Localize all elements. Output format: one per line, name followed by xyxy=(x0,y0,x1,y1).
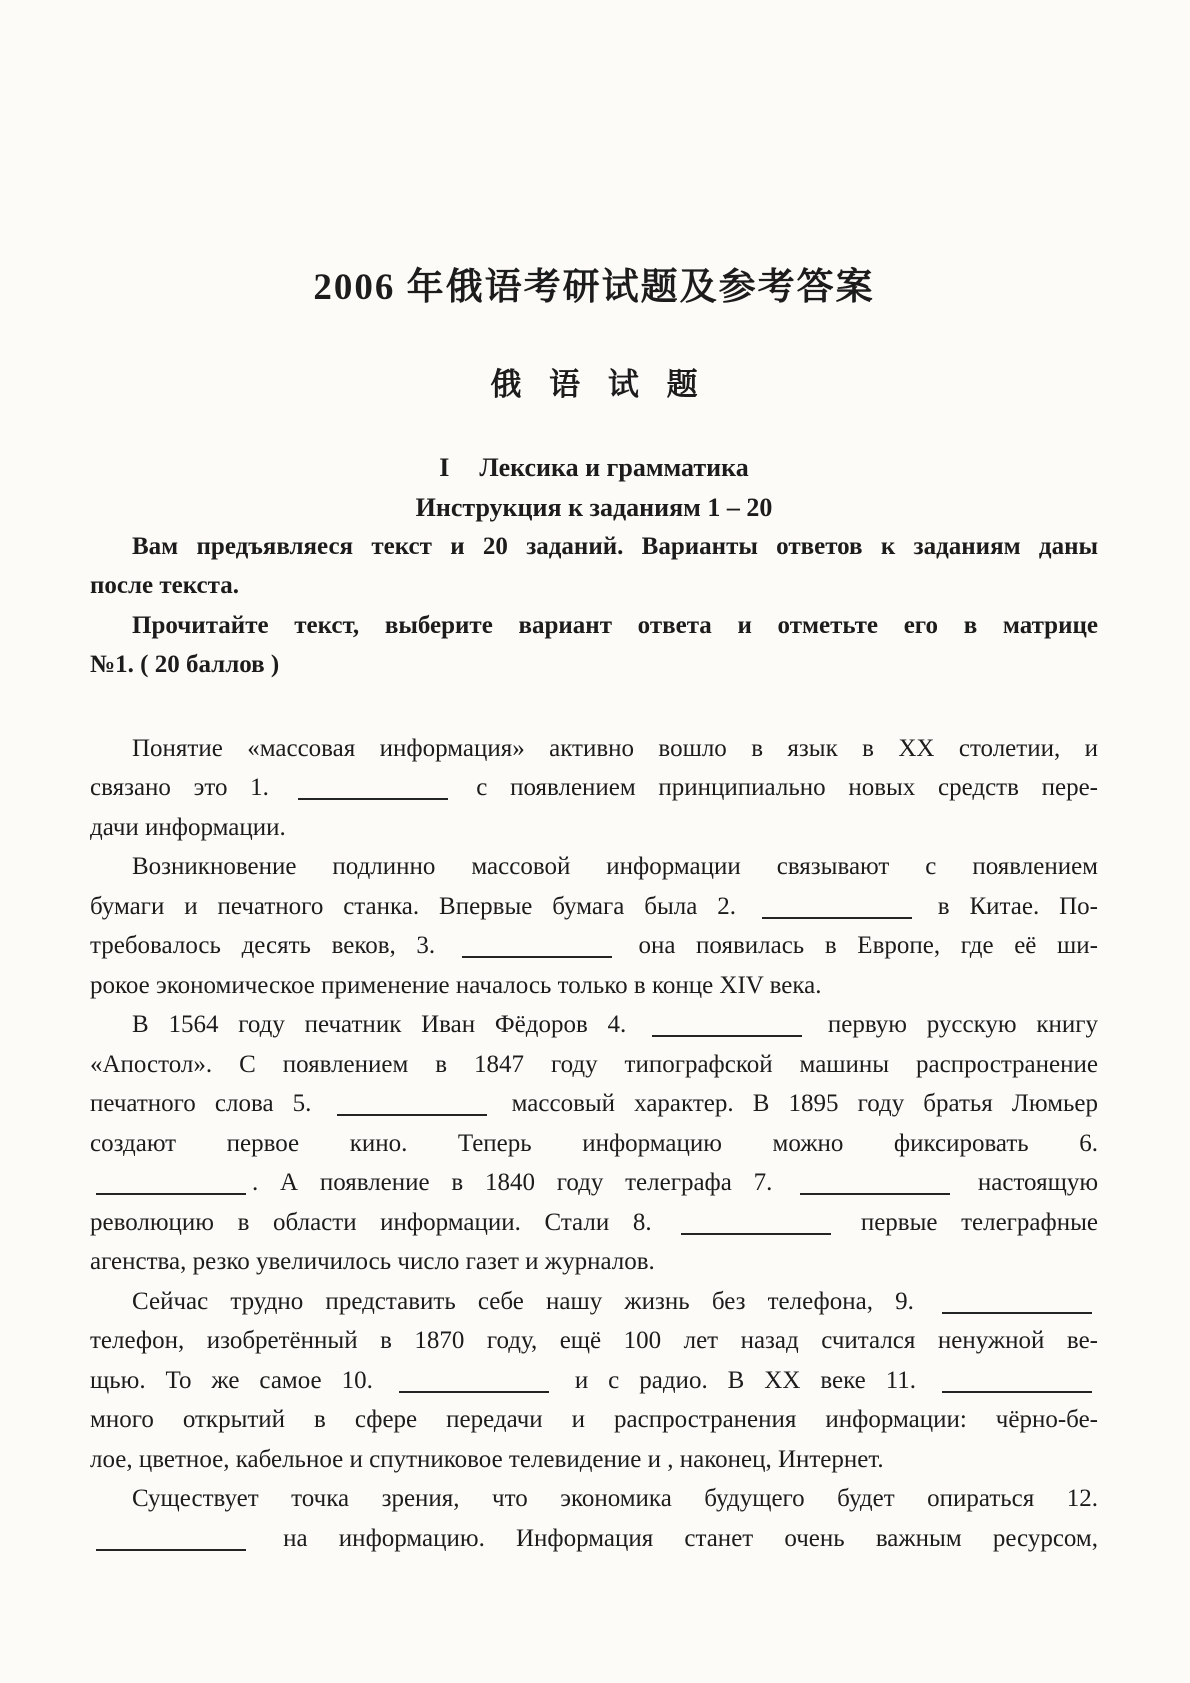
body-text-line xyxy=(90,1321,1098,1361)
text-run: массовый характер. В 1895 году братья Люмьер xyxy=(511,1090,1099,1118)
text-run: на информацию. Информация станет очень важным ресурсом, xyxy=(283,1524,1099,1552)
text-run: №1. ( 20 баллов ) xyxy=(90,651,280,679)
text-run: В 1564 году печатник Иван Фёдоров 4. xyxy=(132,1011,627,1039)
text-run: создают первое кино. Теперь информацию можно фиксировать 6. xyxy=(90,1129,1098,1157)
section-heading xyxy=(90,448,1098,488)
text-run: Понятие «массовая информация» активно вошло в язык в XX столетии, и xyxy=(132,734,1098,762)
text-run: и с радио. В XX веке 11. xyxy=(574,1366,917,1394)
text-run: с появлением принципиально новых средств пере- xyxy=(476,774,1099,802)
document-subtitle: 俄 语 试 题 xyxy=(490,367,708,403)
body-text-line xyxy=(90,1242,1098,1282)
text-run: первые телеграфные xyxy=(860,1208,1099,1236)
answer-blank-1 xyxy=(298,797,448,800)
body-text-line xyxy=(90,808,1098,848)
body-text-line xyxy=(90,1400,1098,1440)
text-run: Сейчас трудно представить себе нашу жизнь без телефона, 9. xyxy=(132,1287,914,1315)
body-text-line xyxy=(90,887,1098,927)
text-run: первую русскую книгу xyxy=(827,1011,1099,1039)
text-run: лое, цветное, кабельное и спутниковое телевидение и , наконец, Интернет. xyxy=(90,1445,884,1473)
text-run: связано это 1. xyxy=(90,774,269,802)
body-text-line xyxy=(90,1440,1098,1480)
text-run: Вам предъявляеся текст и 20 заданий. Варианты ответов к заданиям даны xyxy=(132,532,1098,560)
document-title: 2006 年俄语考研试题及参考答案 xyxy=(313,267,875,308)
text-run: настоящую xyxy=(977,1169,1099,1197)
body-text-line xyxy=(90,966,1098,1006)
text-run: в Китае. По- xyxy=(937,892,1098,920)
text-run: Существует точка зрения, что экономика будущего будет опираться 12. xyxy=(132,1485,1098,1513)
text-run: после текста. xyxy=(90,572,239,600)
text-run: агенства, резко увеличилось число газет и журналов. xyxy=(90,1248,655,1276)
answer-blank-6 xyxy=(96,1192,246,1195)
instruction-line xyxy=(90,527,1098,567)
body-text-line xyxy=(90,1124,1098,1164)
body-text-line xyxy=(90,926,1098,966)
answer-blank-10 xyxy=(399,1390,549,1393)
answer-blank-9 xyxy=(942,1311,1092,1314)
instruction-line xyxy=(90,645,1098,685)
body-text-line xyxy=(90,1361,1098,1401)
section-subheading: Инструкция к заданиям 1 – 20 xyxy=(415,492,773,522)
answer-blank-3 xyxy=(462,955,612,958)
text-run: бумаги и печатного станка. Впервые бумага была 2. xyxy=(90,892,736,920)
instruction-line xyxy=(90,566,1098,606)
body-text-line xyxy=(90,1203,1098,1243)
body-text-line xyxy=(90,1005,1098,1045)
section-heading-label: Лексика и грамматика xyxy=(479,452,749,482)
body-text-line xyxy=(90,768,1098,808)
answer-blank-5 xyxy=(337,1113,487,1116)
text-run: революцию в области информации. Стали 8. xyxy=(90,1208,652,1236)
body-text-line xyxy=(90,729,1098,769)
body-text-line xyxy=(90,1282,1098,1322)
body-text-line xyxy=(90,1519,1098,1559)
answer-blank-7 xyxy=(800,1192,950,1195)
text-run: требовалось десять веков, 3. xyxy=(90,932,436,960)
body-text-line xyxy=(90,1045,1098,1085)
text-run: телефон, изобретённый в 1870 году, ещё 100 лет назад считался ненужной ве- xyxy=(90,1327,1098,1355)
text-run: «Апостол». С появлением в 1847 году типографской машины распространение xyxy=(90,1050,1098,1078)
instructions-block xyxy=(90,527,1098,685)
text-run: Возникновение подлинно массовой информации связывают с появлением xyxy=(132,853,1098,881)
text-run: щью. То же самое 10. xyxy=(90,1366,373,1394)
text-run: Прочитайте текст, выберите вариант ответа и отметьте его в матрице xyxy=(132,611,1098,639)
body-text-line xyxy=(90,1084,1098,1124)
text-run: она появилась в Европе, где её ши- xyxy=(638,932,1098,960)
answer-blank-12 xyxy=(96,1548,246,1551)
answer-blank-4 xyxy=(652,1034,802,1037)
text-run: дачи информации. xyxy=(90,813,286,841)
answer-blank-8 xyxy=(681,1232,831,1235)
text-run: . А появление в 1840 году телеграфа 7. xyxy=(252,1169,773,1197)
answer-blank-2 xyxy=(762,916,912,919)
text-run: рокое экономическое применение началось только в конце XIV века. xyxy=(90,971,822,999)
text-run: много открытий в сфере передачи и распространения информации: чёрно-бе- xyxy=(90,1406,1098,1434)
body-text-block xyxy=(90,729,1098,1559)
text-run: печатного слова 5. xyxy=(90,1090,312,1118)
body-text-line xyxy=(90,1163,1098,1203)
body-text-line xyxy=(90,847,1098,887)
instruction-line xyxy=(90,606,1098,646)
section-numeral: I xyxy=(439,452,450,482)
answer-blank-11 xyxy=(942,1390,1092,1393)
body-text-line xyxy=(90,1479,1098,1519)
